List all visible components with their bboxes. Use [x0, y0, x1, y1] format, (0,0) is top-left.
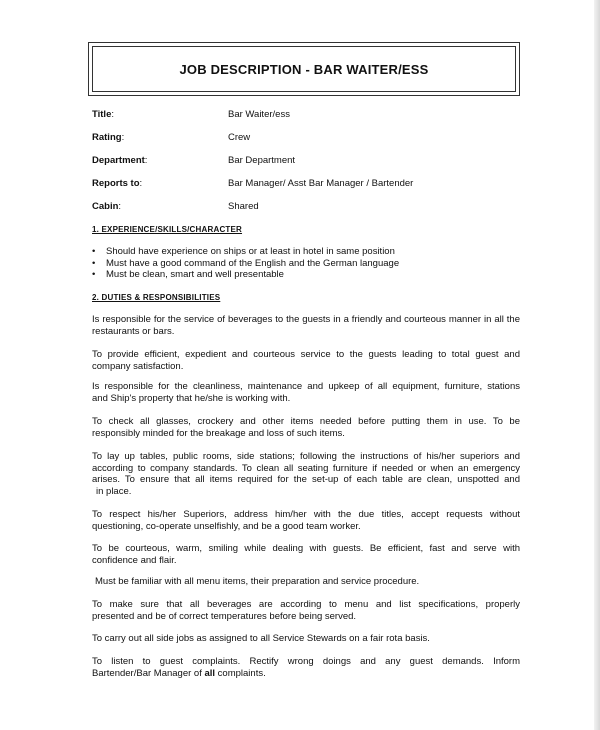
duty-paragraph	[92, 314, 520, 337]
duty-paragraph	[92, 349, 520, 372]
duty-paragraph	[92, 509, 520, 532]
title-box	[88, 42, 520, 96]
field-label: Title:	[92, 109, 114, 120]
paragraph-line: To respect his/her Superiors, address him/her with the due titles, accept requests without	[92, 509, 520, 520]
paragraph-line: according to company standards. To clean all seating furniture if needed or when an emergency	[92, 462, 520, 474]
field-row-title	[92, 109, 532, 121]
duty-paragraph	[92, 381, 520, 404]
paragraph-line: Must be familiar with all menu items, their preparation and service procedure.	[95, 576, 420, 587]
page-edge-shadow	[594, 0, 600, 730]
duty-paragraph	[92, 416, 520, 439]
duty-paragraph	[92, 633, 520, 645]
field-value: Bar Department	[228, 155, 296, 166]
field-label: Department:	[92, 155, 148, 166]
duty-paragraph	[92, 451, 520, 497]
document-title: JOB DESCRIPTION - BAR WAITER/ESS	[179, 61, 429, 77]
bullet-icon: •	[92, 257, 96, 269]
paragraph-line: To check all glasses, crockery and other items needed before putting them in use. To be	[92, 416, 520, 427]
paragraph-line: To listen to guest complaints. Rectify wrong doings and any guest demands. Inform	[92, 656, 520, 667]
paragraph-line: To lay up tables, public rooms, side stations; following the instructions of his/her superiors and	[92, 451, 520, 462]
duty-paragraph	[92, 656, 520, 679]
paragraph-line: in place.	[96, 485, 132, 497]
duty-paragraph	[92, 576, 520, 588]
paragraph-line: To be courteous, warm, smiling while dealing with guests. Be efficient, fast and serve with	[92, 543, 520, 554]
section-heading-experience: 1. EXPERIENCE/SKILLS/CHARACTER	[92, 225, 243, 234]
field-value: Crew	[228, 132, 251, 143]
field-value: Bar Manager/ Asst Bar Manager / Bartender	[228, 178, 414, 189]
bullet-icon: •	[92, 246, 96, 257]
list-item: • Should have experience on ships or at least in hotel in same position	[92, 246, 395, 257]
paragraph-line: To provide efficient, expedient and courteous service to the guests leading to total guest and	[92, 349, 520, 360]
paragraph-line: and Ship's property that he/she is working with.	[92, 392, 291, 404]
field-value: Shared	[228, 201, 259, 212]
duty-paragraph	[92, 599, 520, 622]
paragraph-line: Is responsible for the service of beverages to the guests in a friendly and courteous manner in all the	[92, 314, 520, 325]
field-label: Reports to:	[92, 178, 143, 189]
list-item: • Must have a good command of the English and the German language	[92, 257, 400, 269]
paragraph-line: To carry out all side jobs as assigned to all Service Stewards on a fair rota basis.	[92, 633, 430, 644]
experience-bullet-list	[92, 246, 399, 281]
paragraph-line: questioning, co-operate unselfishly, and be a good team worker.	[92, 520, 361, 532]
title-box-inner	[92, 46, 516, 92]
bullet-icon: •	[92, 269, 96, 280]
field-row-department	[92, 155, 532, 167]
paragraph-line: Is responsible for the cleanliness, maintenance and upkeep of all equipment, furniture, stations	[92, 381, 520, 392]
paragraph-line: arises. To ensure that all items required for the set-up of each table are clean, unspotted and	[92, 474, 520, 485]
field-label: Cabin:	[92, 201, 122, 212]
paragraph-line: confidence and flair.	[92, 554, 177, 566]
field-row-reports-to	[92, 178, 532, 190]
section-heading-duties: 2. DUTIES & RESPONSIBILITIES	[92, 293, 221, 302]
paragraph-line: presented and be of correct temperatures before being served.	[92, 610, 357, 622]
paragraph-line: responsibly minded for the breakage and loss of such items.	[92, 427, 345, 439]
paragraph-line: Bartender/Bar Manager of all complaints.	[92, 667, 266, 679]
paragraph-line: To make sure that all beverages are according to menu and list specifications, properly	[92, 599, 520, 610]
list-item: • Must be clean, smart and well presentable	[92, 269, 284, 280]
paragraph-line: company satisfaction.	[92, 360, 184, 372]
field-row-rating	[92, 132, 532, 144]
field-label: Rating:	[92, 132, 125, 143]
duty-paragraph	[92, 543, 520, 566]
field-value: Bar Waiter/ess	[228, 109, 290, 120]
field-row-cabin	[92, 201, 532, 213]
paragraph-line: restaurants or bars.	[92, 325, 175, 337]
